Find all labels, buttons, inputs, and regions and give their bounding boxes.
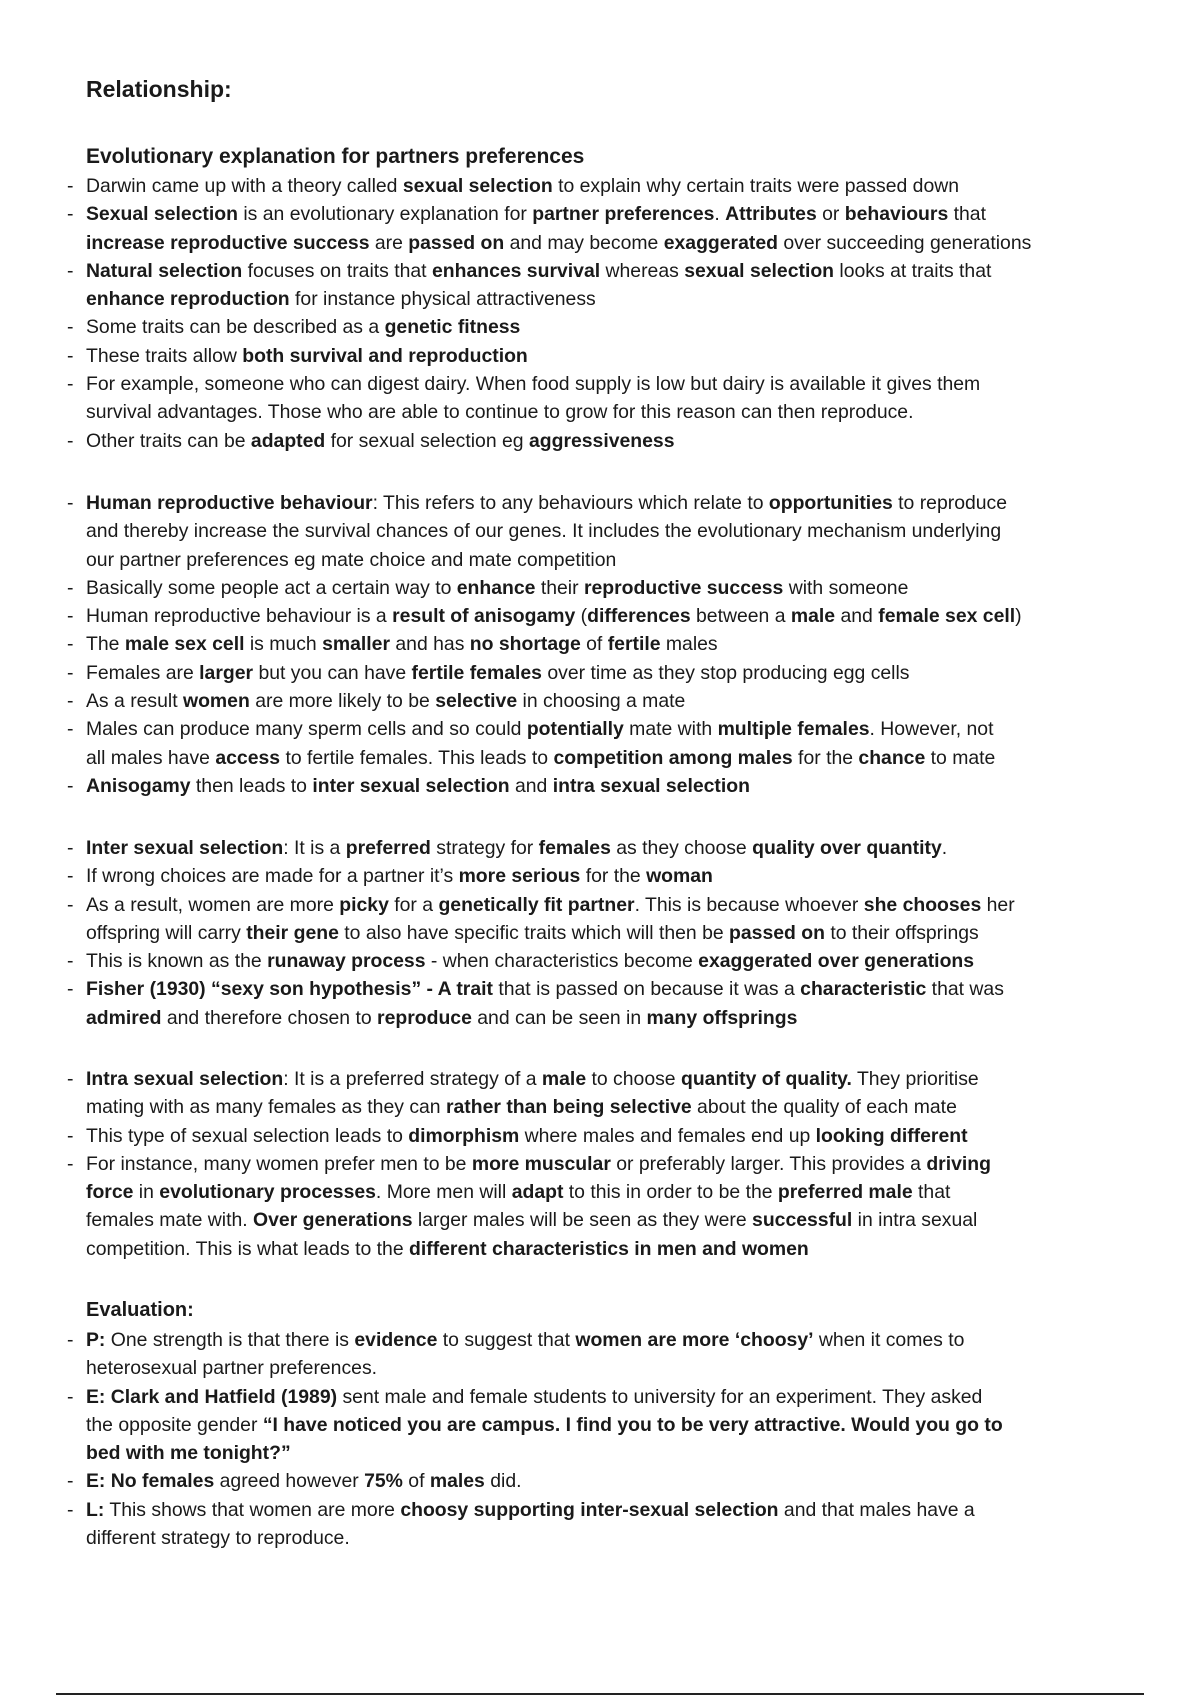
bold-text: exaggerated	[663, 231, 778, 254]
bold-text: reproductive success	[583, 576, 784, 599]
text-line	[86, 630, 1132, 658]
list-item	[62, 342, 1132, 370]
text: the opposite gender	[86, 1413, 263, 1436]
section-inter-sexual-selection	[62, 834, 1132, 1032]
list-item	[62, 1496, 1132, 1553]
text: and	[835, 605, 879, 628]
text: This shows that women are more	[104, 1498, 401, 1521]
text: . However, not	[869, 718, 994, 741]
text: or preferably larger. This provides a	[610, 1152, 927, 1175]
text: males	[660, 633, 718, 656]
text: : This refers to any behaviours which relate to	[372, 492, 769, 514]
list-item	[62, 574, 1132, 602]
text: to choose	[586, 1068, 681, 1090]
list-item	[62, 772, 1132, 800]
list-item	[62, 313, 1132, 341]
text-line	[86, 546, 1132, 574]
text-line	[86, 715, 1132, 743]
text-line	[86, 1065, 1132, 1093]
text: to their offsprings	[824, 921, 979, 944]
bold-text: preferred male	[777, 1181, 913, 1204]
list-item	[62, 427, 1132, 455]
text: as they choose	[610, 837, 753, 859]
bold-text: increase reproductive success	[86, 231, 370, 254]
bold-text: characteristic	[800, 978, 927, 1001]
section-human-reproductive-behaviour	[62, 489, 1132, 800]
text: to reproduce	[892, 492, 1008, 514]
bold-text: more muscular	[471, 1152, 611, 1175]
bold-text: selective	[435, 690, 518, 713]
bold-text: woman	[646, 865, 713, 888]
bold-text: both survival and reproduction	[242, 344, 528, 367]
text: survival advantages. Those who are able to continue to grow for this reason can then reproduce.	[86, 401, 914, 424]
bold-text: different characteristics in men and women	[409, 1237, 809, 1260]
bold-text: male sex cell	[124, 633, 245, 656]
text: - when characteristics become	[425, 950, 699, 973]
list-item	[62, 947, 1132, 975]
text: For example, someone who can digest dairy. When food supply is low but dairy is available it gives them	[86, 373, 981, 396]
bold-text: male	[790, 605, 836, 628]
text-line	[86, 834, 1132, 862]
text-line	[86, 975, 1132, 1003]
bold-text: enhances survival	[431, 259, 601, 282]
bold-text: female sex cell	[878, 605, 1016, 628]
bold-text: genetic fitness	[384, 316, 521, 339]
text: : It is a	[283, 837, 346, 859]
text: to fertile females. This leads to	[280, 746, 554, 769]
bold-text: male	[541, 1068, 587, 1090]
text: .	[941, 837, 948, 859]
bold-text: women are more ‘choosy’	[575, 1329, 814, 1351]
text: looks at traits that	[834, 259, 992, 282]
text: all males have	[86, 746, 216, 769]
bottom-rule	[56, 1693, 1144, 1695]
text: did.	[484, 1470, 522, 1493]
text: This type of sexual selection leads to	[86, 1124, 409, 1147]
text: when it comes to	[813, 1329, 965, 1351]
bold-text: E: No females	[86, 1470, 215, 1493]
text: between a	[690, 605, 791, 628]
text-line	[86, 489, 1132, 517]
text: They prioritise	[851, 1068, 979, 1090]
text-line	[86, 659, 1132, 687]
bold-text: inter sexual selection	[312, 774, 510, 797]
text: heterosexual partner preferences.	[86, 1357, 378, 1380]
list-item	[62, 172, 1132, 200]
bold-text: Fisher (1930) “sexy son hypothesis” - A trait	[86, 978, 493, 1001]
text-line	[86, 919, 1132, 947]
list-item	[62, 1122, 1132, 1150]
text: but you can have	[253, 661, 412, 684]
list-item	[62, 891, 1132, 948]
list-item	[62, 1383, 1132, 1468]
text-line	[86, 1326, 1132, 1354]
text: that	[948, 203, 986, 226]
text-line	[86, 687, 1132, 715]
bold-text: reproduce	[377, 1006, 472, 1029]
bold-text: many offsprings	[646, 1006, 798, 1029]
text: for a	[388, 893, 439, 916]
bold-text: males	[429, 1470, 485, 1493]
text: For instance, many women prefer men to be	[86, 1152, 472, 1175]
text: to explain why certain traits were passed down	[552, 175, 960, 197]
bold-text: intra sexual selection	[552, 774, 750, 797]
text-line	[86, 1004, 1132, 1032]
text: their	[535, 576, 584, 599]
text: is much	[244, 633, 323, 656]
text: focuses on traits that	[242, 259, 432, 282]
bold-text: 75%	[364, 1470, 403, 1493]
list-item	[62, 602, 1132, 630]
text: agreed however	[214, 1470, 365, 1493]
bold-text: aggressiveness	[528, 429, 675, 452]
bold-text: women	[183, 690, 250, 713]
text: The	[86, 633, 125, 656]
text: mate with	[623, 718, 718, 741]
bold-text: Intra sexual selection	[86, 1068, 284, 1090]
section-intra-sexual-selection	[62, 1065, 1132, 1263]
text: our partner preferences eg mate choice and mate competition	[86, 548, 617, 571]
text-line	[86, 398, 1132, 426]
text: are	[369, 231, 409, 254]
text: If wrong choices are made for a partner it’s	[86, 865, 459, 888]
text: and therefore chosen to	[161, 1006, 378, 1029]
text: )	[1015, 605, 1022, 628]
text: Some traits can be described as a	[86, 316, 385, 339]
bold-text: smaller	[322, 633, 390, 656]
bold-text: larger	[199, 661, 254, 684]
bold-text: evolutionary processes	[159, 1181, 376, 1204]
bold-text: fertile	[607, 633, 661, 656]
bold-text: adapted	[250, 429, 326, 452]
text: that was	[926, 978, 1004, 1001]
bold-text: exaggerated over generations	[698, 950, 975, 973]
section-heading: Evolutionary explanation for partners preferences	[86, 145, 585, 168]
page-title: Relationship:	[86, 76, 232, 102]
text-line	[86, 200, 1132, 228]
bold-text: enhance	[456, 576, 536, 599]
text: sent male and female students to university for an experiment. They asked	[337, 1385, 983, 1408]
text-line	[86, 574, 1132, 602]
bold-text: bed with me tonight?”	[86, 1442, 291, 1465]
text: Other traits can be	[86, 429, 251, 452]
bold-text: picky	[339, 893, 389, 916]
text: for the	[580, 865, 647, 888]
text: competition. This is what leads to the	[86, 1237, 409, 1260]
text-line	[86, 772, 1132, 800]
text-line	[86, 285, 1132, 313]
evaluation-heading: Evaluation:	[86, 1299, 194, 1321]
list-item	[62, 975, 1132, 1032]
bold-text: L:	[86, 1498, 105, 1521]
text-line	[86, 257, 1132, 285]
text-line	[86, 862, 1132, 890]
text: Females are	[86, 661, 200, 684]
list-item	[62, 200, 1132, 257]
text: and that males have a	[778, 1498, 975, 1521]
text-line	[86, 1235, 1132, 1263]
bold-text: multiple females	[717, 718, 870, 741]
text: strategy for	[430, 837, 539, 859]
section-evaluation	[62, 1296, 1132, 1552]
text-line	[86, 1467, 1132, 1495]
text: offspring will carry	[86, 921, 247, 944]
list-item	[62, 862, 1132, 890]
text-line	[86, 342, 1132, 370]
text: in choosing a mate	[517, 690, 686, 713]
text-line	[86, 1354, 1132, 1382]
text: mating with as many females as they can	[86, 1096, 446, 1119]
bold-text: admired	[86, 1006, 162, 1029]
text-line	[86, 891, 1132, 919]
bold-text: Sexual selection	[86, 203, 238, 226]
text-line	[86, 1383, 1132, 1411]
bold-text: dimorphism	[408, 1124, 520, 1147]
text: (	[575, 605, 588, 628]
text: . This is because whoever	[634, 893, 864, 916]
bold-text: result of anisogamy	[392, 605, 576, 628]
bold-text: competition among males	[553, 746, 793, 769]
text: Males can produce many sperm cells and so could	[86, 718, 527, 741]
bold-text: Attributes	[725, 203, 817, 226]
text-line	[86, 1178, 1132, 1206]
bold-text: quantity of quality.	[680, 1068, 852, 1090]
bold-text: females	[538, 837, 611, 859]
text-line	[86, 1093, 1132, 1121]
text: : It is a preferred strategy of a	[283, 1068, 542, 1090]
list-item	[62, 489, 1132, 574]
text: and	[509, 774, 553, 797]
bold-text: she chooses	[863, 893, 982, 916]
bold-text: genetically fit partner	[438, 893, 635, 916]
bold-text: evidence	[354, 1329, 438, 1351]
bold-text: potentially	[526, 718, 624, 741]
text: where males and females end up	[519, 1124, 816, 1147]
text: then leads to	[190, 774, 313, 797]
bold-text: chance	[858, 746, 926, 769]
bold-text: adapt	[511, 1181, 564, 1204]
list-item	[62, 834, 1132, 862]
text: of	[580, 633, 608, 656]
bold-text: passed on	[729, 921, 825, 944]
text: to mate	[925, 746, 996, 769]
bold-text: force	[86, 1181, 134, 1204]
bold-text: preferred	[345, 837, 431, 859]
bold-text: their gene	[246, 921, 339, 944]
text-line	[86, 517, 1132, 545]
bold-text: no shortage	[469, 633, 581, 656]
bold-text: behaviours	[844, 203, 949, 226]
text: about the quality of each mate	[691, 1096, 957, 1119]
text: and has	[390, 633, 470, 656]
text: different strategy to reproduce.	[86, 1527, 350, 1550]
text: Darwin came up with a theory called	[86, 175, 403, 197]
text: As a result, women are more	[86, 893, 340, 916]
bold-text: sexual selection	[684, 259, 835, 282]
text: are more likely to be	[249, 690, 436, 713]
text-line	[86, 427, 1132, 455]
text: for sexual selection eg	[325, 429, 529, 452]
text-line	[86, 1496, 1132, 1524]
bold-text: opportunities	[768, 492, 893, 514]
bold-text: Over generations	[253, 1209, 413, 1232]
text-line	[86, 1122, 1132, 1150]
text: her	[981, 893, 1015, 916]
text: to also have specific traits which will then be	[338, 921, 730, 944]
text: whereas	[600, 259, 685, 282]
list-item	[62, 659, 1132, 687]
text-line	[86, 602, 1132, 630]
bold-text: enhance reproduction	[86, 288, 290, 311]
text: over time as they stop producing egg cells	[541, 661, 910, 684]
text: to this in order to be the	[563, 1181, 778, 1204]
text: and thereby increase the survival chances of our genes. It includes the evolutionary mechanism underlying	[86, 520, 1002, 543]
text: for instance physical attractiveness	[289, 288, 596, 311]
text: and can be seen in	[471, 1006, 647, 1029]
bold-text: looking different	[815, 1124, 968, 1147]
bold-text: Inter sexual selection	[86, 837, 284, 859]
text-line	[86, 313, 1132, 341]
bold-text: Human reproductive behaviour	[86, 492, 373, 514]
text: As a result	[86, 690, 183, 713]
text-line	[86, 370, 1132, 398]
bold-text: choosy supporting inter-sexual selection	[400, 1498, 779, 1521]
section-sexual-selection	[62, 172, 1132, 455]
list-item	[62, 370, 1132, 427]
text-line	[86, 1411, 1132, 1439]
bold-text: driving	[926, 1152, 991, 1175]
text: females mate with.	[86, 1209, 254, 1232]
bold-text: more serious	[458, 865, 581, 888]
list-item	[62, 1150, 1132, 1263]
list-item	[62, 687, 1132, 715]
bold-text: Natural selection	[86, 259, 243, 282]
text: of	[402, 1470, 430, 1493]
text: . More men will	[375, 1181, 512, 1204]
bold-text: differences	[587, 605, 691, 628]
text: .	[714, 203, 726, 226]
bold-text: “I have noticed you are campus. I find you to be very attractive. Would you go to	[262, 1413, 1003, 1436]
list-item	[62, 257, 1132, 314]
bold-text: E: Clark and Hatfield (1989)	[86, 1385, 338, 1408]
text: over succeeding generations	[777, 231, 1032, 254]
text-line	[86, 1206, 1132, 1234]
text: that	[912, 1181, 951, 1204]
list-item	[62, 630, 1132, 658]
text-line	[86, 172, 1132, 200]
bold-text: access	[215, 746, 281, 769]
text: in	[133, 1181, 160, 1204]
bold-text: passed on	[408, 231, 505, 254]
text: that is passed on because it was a	[492, 978, 801, 1001]
list-item	[62, 715, 1132, 772]
bold-text: rather than being selective	[445, 1096, 692, 1119]
list-item	[62, 1326, 1132, 1383]
bold-text: sexual selection	[402, 175, 553, 197]
text: Human reproductive behaviour is a	[86, 605, 393, 628]
text-line	[86, 1524, 1132, 1552]
text: is an evolutionary explanation for	[237, 203, 533, 226]
text: with someone	[783, 576, 909, 599]
text: in intra sexual	[852, 1209, 978, 1232]
text: These traits allow	[86, 344, 243, 367]
text-line	[86, 947, 1132, 975]
bold-text: fertile females	[411, 661, 542, 684]
bold-text: Anisogamy	[86, 774, 191, 797]
text: for the	[792, 746, 859, 769]
text: This is known as the	[86, 950, 268, 973]
text: or	[816, 203, 845, 226]
text-line	[86, 229, 1132, 257]
bold-text: partner preferences	[532, 203, 715, 226]
bold-text: quality over quantity	[752, 837, 942, 859]
text-line	[86, 1439, 1132, 1467]
list-item	[62, 1065, 1132, 1122]
text: One strength is that there is	[105, 1329, 355, 1351]
text: Basically some people act a certain way to	[86, 576, 457, 599]
text: to suggest that	[437, 1329, 576, 1351]
list-item	[62, 1467, 1132, 1495]
text-line	[86, 744, 1132, 772]
bold-text: runaway process	[267, 950, 426, 973]
text-line	[86, 1150, 1132, 1178]
bold-text: successful	[752, 1209, 853, 1232]
bold-text: P:	[86, 1329, 106, 1351]
text: and may become	[504, 231, 664, 254]
text: larger males will be seen as they were	[412, 1209, 753, 1232]
